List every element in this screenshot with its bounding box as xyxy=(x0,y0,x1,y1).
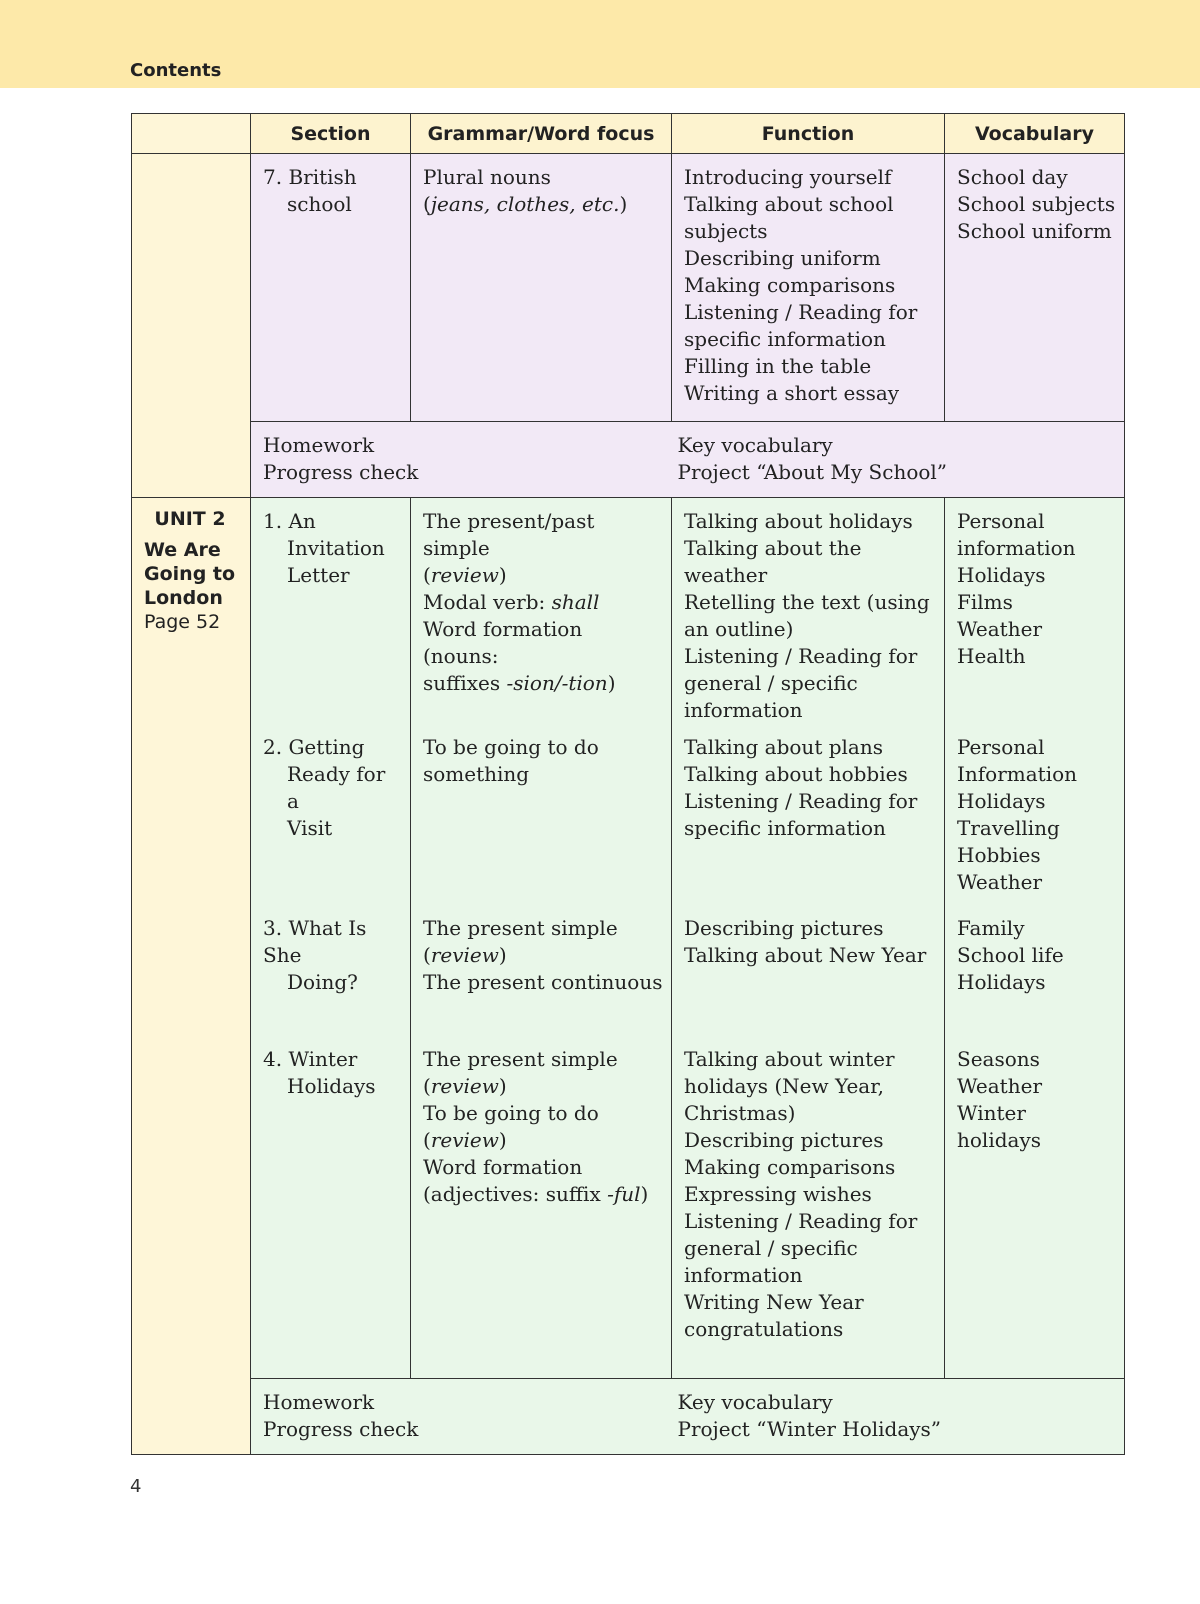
unit-header-cell xyxy=(132,114,251,154)
cell-line: (review) xyxy=(423,1074,507,1098)
contents-table xyxy=(131,113,1125,1455)
cell-line: Making comparisons xyxy=(684,1155,896,1179)
section-title: 3. What Is She xyxy=(263,916,367,967)
cell-line: Weather xyxy=(957,1074,1042,1098)
cell-line: Talking about plans xyxy=(684,735,883,759)
cell-line: The present continuous xyxy=(423,970,663,994)
cell-line: School day xyxy=(957,165,1068,189)
cell-line: Weather xyxy=(957,870,1042,894)
unit-page: Page 52 xyxy=(144,611,221,633)
cell-line: (review) xyxy=(423,943,507,967)
unit1-cell xyxy=(132,154,251,498)
cell-line: Holidays xyxy=(957,563,1046,587)
cell-line: Word formation xyxy=(423,1155,583,1179)
cell-line: School uniform xyxy=(957,219,1112,243)
cell-line: Talking about the weather xyxy=(684,536,862,587)
cell-line: Expressing wishes xyxy=(684,1182,872,1206)
section-title-cont: Invitation xyxy=(287,536,385,560)
cell-line: Seasons xyxy=(957,1047,1040,1071)
cell-line: Talking about holidays xyxy=(684,509,913,533)
cell-line: (review) xyxy=(423,563,507,587)
vocabulary-cell xyxy=(945,724,1125,905)
section-cell xyxy=(251,1036,411,1378)
unit-title: We Are Going to London xyxy=(144,539,236,609)
section-title: 1. An xyxy=(263,509,316,533)
cell-line: The present simple xyxy=(423,916,618,940)
function-cell xyxy=(672,905,945,1036)
cell-line: something xyxy=(423,762,530,786)
vocabulary-cell xyxy=(945,1036,1125,1378)
key-vocabulary-cell xyxy=(672,422,1125,498)
homework-cell xyxy=(251,1378,672,1454)
cell-line: Talking about school xyxy=(684,192,894,216)
section-title: 2. Getting xyxy=(263,735,365,759)
function-cell xyxy=(672,1036,945,1378)
cell-line: Family xyxy=(957,916,1025,940)
cell-line: general / specific xyxy=(684,671,858,695)
section-title-cont: Doing? xyxy=(287,970,358,994)
cell-line: The present/past simple xyxy=(423,509,595,560)
cell-line: Project “About My School” xyxy=(677,460,948,484)
cell-line: Listening / Reading for xyxy=(684,789,918,813)
table-row xyxy=(132,1036,1125,1378)
cell-line: Hobbies xyxy=(957,843,1041,867)
cell-line: Travelling xyxy=(957,816,1060,840)
cell-line: Christmas) xyxy=(684,1101,796,1125)
section-title-cont: Ready for a xyxy=(287,762,386,813)
cell-line: Describing uniform xyxy=(684,246,881,270)
cell-line: Talking about New Year xyxy=(684,943,927,967)
grammar-cell xyxy=(411,724,672,905)
cell-line: congratulations xyxy=(684,1317,844,1341)
col-header-section: Section xyxy=(251,114,411,154)
cell-line: Homework xyxy=(263,1389,375,1414)
cell-line: Project “Winter Holidays” xyxy=(677,1416,942,1441)
cell-line: Talking about winter xyxy=(684,1047,895,1071)
table-row xyxy=(132,154,1125,422)
cell-line: Writing New Year xyxy=(684,1290,864,1314)
unit-label: UNIT 2 xyxy=(154,508,226,530)
section-title: 4. Winter xyxy=(263,1047,358,1071)
section-cell xyxy=(251,498,411,725)
cell-line: Holidays xyxy=(957,970,1046,994)
section-cell xyxy=(251,724,411,905)
page-number: 4 xyxy=(130,1476,142,1497)
function-cell xyxy=(672,498,945,725)
cell-line: Homework xyxy=(263,433,375,457)
cell-line: Introducing yourself xyxy=(684,165,892,189)
section-title-cont: Letter xyxy=(287,563,350,587)
cell-line: specific information xyxy=(684,327,886,351)
cell-line: information xyxy=(957,536,1076,560)
cell-line: Listening / Reading for xyxy=(684,300,918,324)
cell-line: Films xyxy=(957,590,1013,614)
page-title: Contents xyxy=(130,60,222,81)
cell-line: Key vocabulary xyxy=(677,1389,833,1414)
section-title-cont: school xyxy=(287,192,352,216)
cell-line: The present simple xyxy=(423,1047,618,1071)
unit2-cell xyxy=(132,498,251,1455)
cell-line: Describing pictures xyxy=(684,1128,884,1152)
grammar-cell xyxy=(411,905,672,1036)
header-row xyxy=(132,114,1125,154)
function-cell xyxy=(672,724,945,905)
cell-line: Word formation (nouns: xyxy=(423,617,583,668)
cell-line: To be going to do xyxy=(423,1101,599,1125)
section-cell xyxy=(251,154,411,422)
cell-line: School subjects xyxy=(957,192,1116,216)
section-title-cont: Visit xyxy=(287,816,333,840)
cell-line: Health xyxy=(957,644,1026,668)
cell-line: subjects xyxy=(684,219,768,243)
cell-line: Key vocabulary xyxy=(677,433,833,457)
cell-line: specific information xyxy=(684,816,886,840)
cell-line: School life xyxy=(957,943,1064,967)
grammar-cell xyxy=(411,498,672,725)
cell-line: Holidays xyxy=(957,789,1046,813)
grammar-cell xyxy=(411,154,672,422)
cell-line: information xyxy=(684,1263,803,1287)
table-row xyxy=(132,905,1125,1036)
cell-line: Personal xyxy=(957,509,1045,533)
cell-line: Making comparisons xyxy=(684,273,896,297)
col-header-function: Function xyxy=(672,114,945,154)
vocabulary-cell xyxy=(945,498,1125,725)
cell-line: Listening / Reading for xyxy=(684,644,918,668)
section-cell xyxy=(251,905,411,1036)
cell-line: an outline) xyxy=(684,617,794,641)
cell-line: Talking about hobbies xyxy=(684,762,908,786)
section-title: 7. British xyxy=(263,165,357,189)
vocabulary-cell xyxy=(945,905,1125,1036)
table-row xyxy=(132,498,1125,725)
cell-line: (jeans, clothes, etc.) xyxy=(423,192,628,216)
cell-line: Information xyxy=(957,762,1078,786)
cell-line: Progress check xyxy=(263,1416,419,1441)
function-cell xyxy=(672,154,945,422)
cell-line: Filling in the table xyxy=(684,354,872,378)
cell-line: general / specific xyxy=(684,1236,858,1260)
table-row xyxy=(132,724,1125,905)
section-title-cont: Holidays xyxy=(287,1074,376,1098)
cell-line: Plural nouns xyxy=(423,165,551,189)
vocabulary-cell xyxy=(945,154,1125,422)
cell-line: Describing pictures xyxy=(684,916,884,940)
cell-line: Personal xyxy=(957,735,1045,759)
cell-line: Winter holidays xyxy=(957,1101,1042,1152)
cell-line: information xyxy=(684,698,803,722)
homework-cell xyxy=(251,422,672,498)
col-header-grammar: Grammar/Word focus xyxy=(411,114,672,154)
cell-line: Progress check xyxy=(263,460,419,484)
cell-line: Modal verb: shall xyxy=(423,590,600,614)
cell-line: suffixes -sion/-tion) xyxy=(423,671,616,695)
cell-line: holidays (New Year, xyxy=(684,1074,884,1098)
cell-line: Listening / Reading for xyxy=(684,1209,918,1233)
key-vocabulary-cell xyxy=(672,1378,1125,1454)
grammar-cell xyxy=(411,1036,672,1378)
cell-line: (adjectives: suffix -ful) xyxy=(423,1182,649,1206)
col-header-vocabulary: Vocabulary xyxy=(945,114,1125,154)
cell-line: Writing a short essay xyxy=(684,381,900,405)
unit1-footer-row xyxy=(132,422,1125,498)
cell-line: To be going to do xyxy=(423,735,599,759)
unit2-footer-row xyxy=(132,1378,1125,1454)
cell-line: Weather xyxy=(957,617,1042,641)
cell-line: (review) xyxy=(423,1128,507,1152)
cell-line: Retelling the text (using xyxy=(684,590,930,614)
